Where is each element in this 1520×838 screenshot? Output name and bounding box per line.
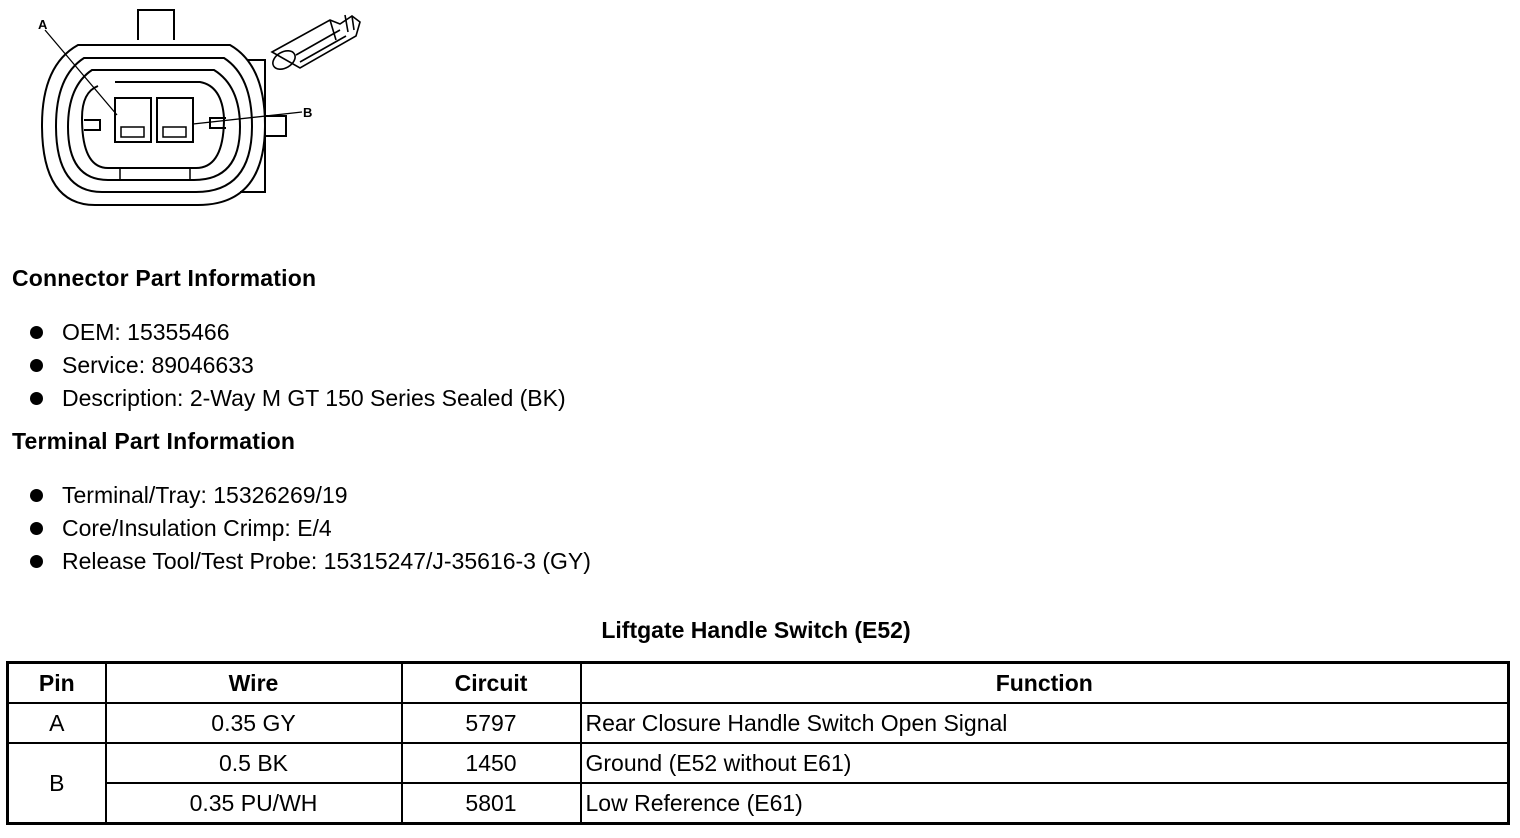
- bullet-icon: [30, 359, 43, 372]
- table-row: [8, 783, 1509, 824]
- header-pin: Pin: [8, 663, 106, 704]
- bullet-icon: [30, 326, 43, 339]
- bullet-icon: [30, 555, 43, 568]
- bullet-icon: [30, 522, 43, 535]
- wire-cell: 0.5 BK: [106, 743, 402, 783]
- pin-cell: A: [8, 703, 106, 743]
- table-header-row: [8, 663, 1509, 704]
- circuit-cell: 5801: [402, 783, 581, 824]
- bullet-icon: [30, 489, 43, 502]
- pin-cell: B: [8, 743, 106, 824]
- table-row: [8, 703, 1509, 743]
- function-cell: Ground (E52 without E61): [581, 743, 1509, 783]
- terminal-info-heading: Terminal Part Information: [12, 428, 296, 454]
- connector-diagram: [0, 0, 400, 215]
- connector-info-list: [26, 316, 566, 415]
- list-item: Service: 89046633: [26, 349, 566, 382]
- header-function: Function: [581, 663, 1509, 704]
- terminal-sketch: [270, 15, 360, 73]
- header-wire: Wire: [106, 663, 402, 704]
- table-title: Liftgate Handle Switch (E52): [601, 617, 911, 643]
- wire-cell: 0.35 PU/WH: [106, 783, 402, 824]
- terminal-info-list: [26, 479, 591, 578]
- table-row: [8, 743, 1509, 783]
- callout-a: A: [38, 17, 48, 32]
- inner-cavity: [82, 82, 224, 168]
- circuit-cell: 1450: [402, 743, 581, 783]
- list-item: Core/Insulation Crimp: E/4: [26, 512, 591, 545]
- list-item: Description: 2-Way M GT 150 Series Sealed (BK): [26, 382, 566, 415]
- bullet-icon: [30, 392, 43, 405]
- list-item: Terminal/Tray: 15326269/19: [26, 479, 591, 512]
- header-circuit: Circuit: [402, 663, 581, 704]
- connector-info-heading: Connector Part Information: [12, 265, 317, 291]
- list-item: Release Tool/Test Probe: 15315247/J-35616-3 (GY): [26, 545, 591, 578]
- list-item: OEM: 15355466: [26, 316, 566, 349]
- latch-tab: [138, 10, 174, 40]
- pin-table: [6, 661, 1510, 825]
- callout-b: B: [303, 105, 313, 120]
- function-cell: Rear Closure Handle Switch Open Signal: [581, 703, 1509, 743]
- circuit-cell: 5797: [402, 703, 581, 743]
- wire-cell: 0.35 GY: [106, 703, 402, 743]
- function-cell: Low Reference (E61): [581, 783, 1509, 824]
